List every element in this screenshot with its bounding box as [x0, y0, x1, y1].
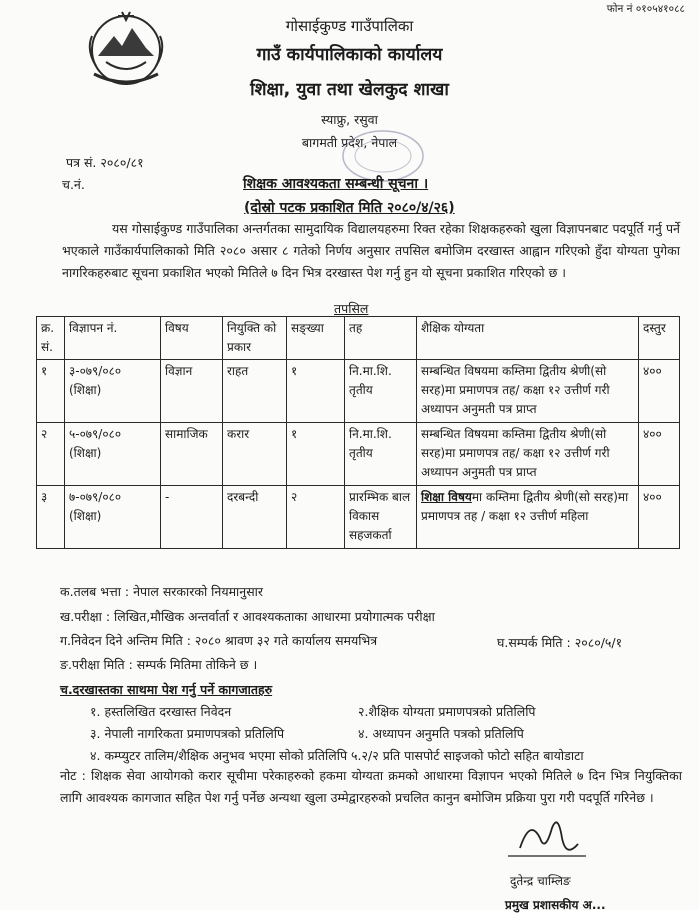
- address-line-2: बागमती प्रदेश, नेपाल: [301, 135, 398, 150]
- cell-sn: १: [37, 360, 65, 423]
- cell-subject: -: [161, 486, 223, 549]
- signatory-title: प्रमुख प्रशासकीय अ...: [505, 898, 606, 912]
- document-item: ३. नेपाली नागरिकता प्रमाणपत्रको प्रतिलिपि: [90, 726, 285, 741]
- cell-subject: विज्ञान: [161, 360, 223, 423]
- vacancy-table: [36, 316, 680, 549]
- office-name: गाउँ कार्यपालिकाको कार्यालय: [256, 45, 443, 65]
- document-item: ४. कम्प्युटर तालिम/शैक्षिक अनुभव भएमा सोको प्रतिलिपि ५.२/२ प्रति पासपोर्ट साइजको फोटो सहित बायोडाटा: [90, 748, 584, 763]
- adv-number: ७-०७९/०८०: [69, 490, 122, 504]
- col-header-qualification: शैक्षिक योग्यता: [417, 317, 639, 360]
- cell-level: नि.मा.शि. तृतीय: [345, 360, 417, 423]
- cell-qualification: सम्बन्धित विषयमा कम्तिमा द्वितीय श्रेणी(सो सरह)मा प्रमाणपत्र तह/ कक्षा १२ उत्तीर्ण गरी अध्यापन अनुमती पत्र प्राप्त: [417, 360, 639, 423]
- exam-date-info: ङ.परीक्षा मिति : सम्पर्क मितिमा तोकिने छ ।: [60, 657, 258, 672]
- cell-type: राहत: [223, 360, 287, 423]
- col-header-adv-no: विज्ञापन नं.: [65, 317, 161, 360]
- cell-count: १: [287, 360, 345, 423]
- signatory-name: दुतेन्द्र चाम्लिङ: [510, 874, 571, 888]
- municipality-name: गोसाईकुण्ड गाउँपालिका: [285, 17, 414, 35]
- cell-adv-no: [65, 486, 161, 549]
- deadline-info: ग.निवेदन दिने अन्तिम मिति : २०८० श्रावण ३२ गते कार्यालय समयभित्र: [60, 633, 378, 648]
- cell-sn: ३: [37, 486, 65, 549]
- dispatch-number: च.नं.: [62, 177, 85, 192]
- qualification-text: मा कम्तिमा द्वितीय श्रेणी(सो सरह)मा प्रमाणपत्र तह / कक्षा १२ उत्तीर्ण महिला: [421, 490, 629, 523]
- cell-adv-no: [65, 423, 161, 486]
- phone-number: फोन नं ०१०५४१०८८: [606, 3, 685, 15]
- adv-number: ३-०७९/०८०: [69, 364, 122, 378]
- adv-category: (शिक्षा): [69, 509, 102, 523]
- exam-info: ख.परीक्षा : लिखित,मौखिक अन्तर्वार्ता र आवश्यकताका आधारमा प्रयोगात्मक परीक्षा: [60, 609, 435, 624]
- signature-icon: [500, 808, 590, 868]
- cell-level: प्रारम्भिक बाल विकास सहजकर्ता: [345, 486, 417, 549]
- table-row: [37, 360, 680, 423]
- document-item: १. हस्तलिखित दरखास्त निवेदन: [90, 704, 232, 719]
- address-line-1: स्याफ्रु, रसुवा: [321, 112, 378, 127]
- letter-number: पत्र सं. २०८०/८१: [66, 155, 144, 170]
- cell-type: करार: [223, 423, 287, 486]
- cell-count: २: [287, 486, 345, 549]
- note-paragraph: नोट : शिक्षक सेवा आयोगको करार सूचीमा परेकाहरुको हकमा योग्यता क्रमको आधारमा विज्ञापन भएको मितिले ७ दिन भित्र नियुक्तिका लागि आवश्यक कागजात सहित पेश गर्नु पर्नेछ अन्यथा खुला उम्मेद्वारहरुको प्रचलित कानुन बमोजिम प्रक्रिया पुरा गरी पदपूर्ति गरिनेछ ।: [60, 768, 682, 805]
- cell-sn: २: [37, 423, 65, 486]
- col-header-type: नियुक्ति को प्रकार: [223, 317, 287, 360]
- col-header-level: तह: [345, 317, 417, 360]
- adv-category: (शिक्षा): [69, 446, 102, 460]
- adv-number: ५-०७९/०८०: [69, 427, 122, 441]
- cell-adv-no: [65, 360, 161, 423]
- cell-qualification: [417, 486, 639, 549]
- cell-qualification: सम्बन्धित विषयमा कम्तिमा द्वितीय श्रेणी(सो सरह)मा प्रमाणपत्र तह/ कक्षा १२ उत्तीर्ण गरी अध्यापन अनुमती पत्र प्राप्त: [417, 423, 639, 486]
- document-item: ४. अध्यापन अनुमति पत्रको प्रतिलिपि: [358, 726, 524, 741]
- cell-level: नि.मा.शि. तृतीय: [345, 423, 417, 486]
- documents-heading: च.दरखास्तका साथमा पेश गर्नु पर्ने कागजातहरु: [60, 682, 273, 697]
- cell-fee: ४००: [639, 360, 680, 423]
- table-row: [37, 423, 680, 486]
- col-header-count: सङ्ख्या: [287, 317, 345, 360]
- cell-fee: ४००: [639, 486, 680, 549]
- table-header-row: [37, 317, 680, 360]
- cell-type: दरबन्दी: [223, 486, 287, 549]
- adv-category: (शिक्षा): [69, 383, 102, 397]
- notice-title: शिक्षक आवश्यकता सम्बन्धी सूचना ।: [243, 176, 429, 192]
- table-row: [37, 486, 680, 549]
- col-header-subject: विषय: [161, 317, 223, 360]
- salary-info: क.तलब भत्ता : नेपाल सरकारको नियमानुसार: [60, 584, 264, 599]
- table-title: तपसिल: [334, 301, 369, 316]
- intro-paragraph: यस गोसाईकुण्ड गाउँपालिका अन्तर्गतका सामुदायिक विद्यालयहरुमा रिक्त रहेका शिक्षकहरुको खुला विज्ञापनबाट पदपूर्ति गर्नु पर्ने भएकाले गाउँकार्यपालिकाको मिति २०८० असार ८ गतेको निर्णय अनुसार तपसिल बमोजिम दरखास्त आह्वान गरिएको हुँदा योग्यता पुगेका नागरिकहरुबाट सूचना प्रकाशित भएको मितिले ७ दिन भित्र दरखास्त पेश गर्नु हुन यो सूचना प्रकाशित गरिएको छ ।: [62, 221, 680, 280]
- col-header-fee: दस्तुर: [639, 317, 680, 360]
- col-header-sn: क्र. सं.: [37, 317, 65, 360]
- notice-subtitle: (दोस्रो पटक प्रकाशित मिति २०८०/४/२६): [244, 200, 455, 216]
- cell-subject: सामाजिक: [161, 423, 223, 486]
- section-name: शिक्षा, युवा तथा खेलकुद शाखा: [250, 80, 449, 100]
- cell-count: १: [287, 423, 345, 486]
- document-item: २.शैक्षिक योग्यता प्रमाणपत्रको प्रतिलिपि: [358, 704, 536, 719]
- cell-fee: ४००: [639, 423, 680, 486]
- contact-date-info: घ.सम्पर्क मिति : २०८०/५/१: [497, 635, 623, 650]
- qualification-subject: शिक्षा विषय: [421, 490, 472, 504]
